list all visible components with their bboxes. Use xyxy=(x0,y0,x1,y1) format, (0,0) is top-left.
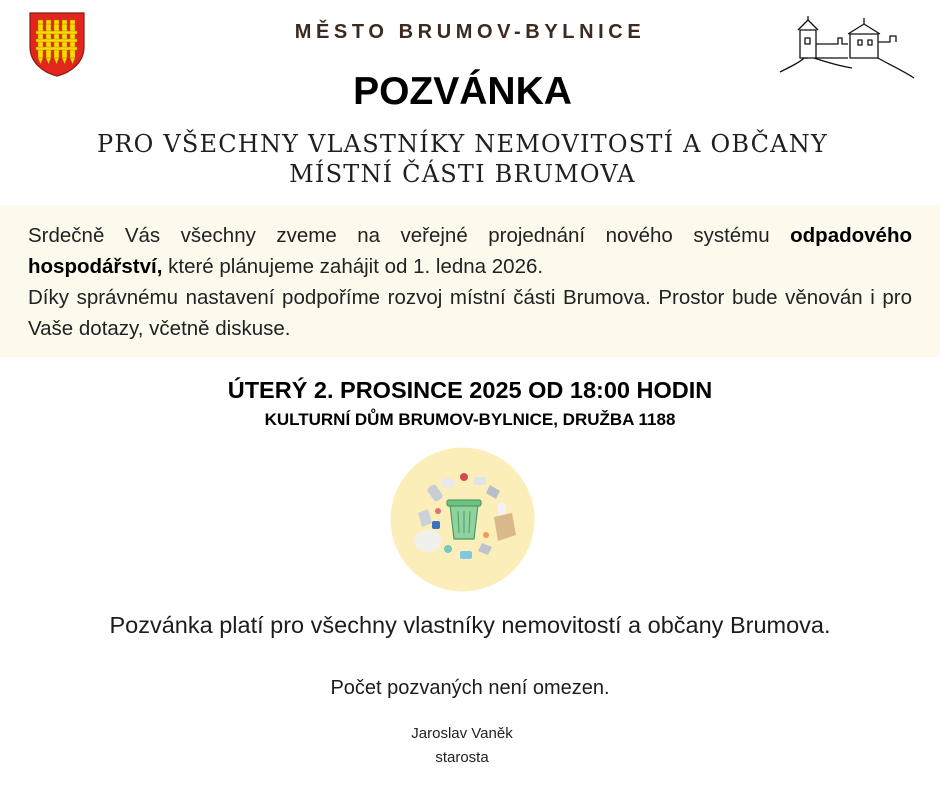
signature-name: Jaroslav Vaněk xyxy=(411,725,513,742)
recycling-bin-icon xyxy=(390,447,535,592)
subtitle xyxy=(0,129,925,189)
signature xyxy=(0,722,924,770)
intro-paragraph-1 xyxy=(28,220,912,282)
city-name: MĚSTO BRUMOV-BYLNICE xyxy=(294,21,646,43)
intro-bold-text: odpadového hospodářství, xyxy=(28,224,912,278)
signature-role: starosta xyxy=(435,749,489,766)
intro-block xyxy=(0,205,940,357)
intro-paragraph-2: Díky správnému nastavení podpoříme rozvoj místní části Brumova. Prostor bude věnován i pro Vaše dotazy, včetně diskuse. xyxy=(28,286,912,340)
subtitle-line-1: PRO VŠECHNY VLASTNÍKY NEMOVITOSTÍ A OBČANY xyxy=(97,130,828,158)
page-title: POZVÁNKA xyxy=(353,70,572,113)
intro-text-2: které plánujeme zahájit od 1. ledna 2026. xyxy=(162,255,544,278)
attendance-note: Počet pozvaných není omezen. xyxy=(330,677,610,699)
validity-note: Pozvánka platí pro všechny vlastníky nemovitostí a občany Brumova. xyxy=(109,612,831,638)
event-date: ÚTERÝ 2. PROSINCE 2025 OD 18:00 HODIN xyxy=(227,377,713,403)
event-place: KULTURNÍ DŮM BRUMOV-BYLNICE, DRUŽBA 1188 xyxy=(264,410,676,429)
intro-text-1: Srdečně Vás všechny zveme na veřejné projednání nového systému xyxy=(28,224,791,247)
subtitle-line-2: MÍSTNÍ ČÁSTI BRUMOVA xyxy=(289,160,636,188)
